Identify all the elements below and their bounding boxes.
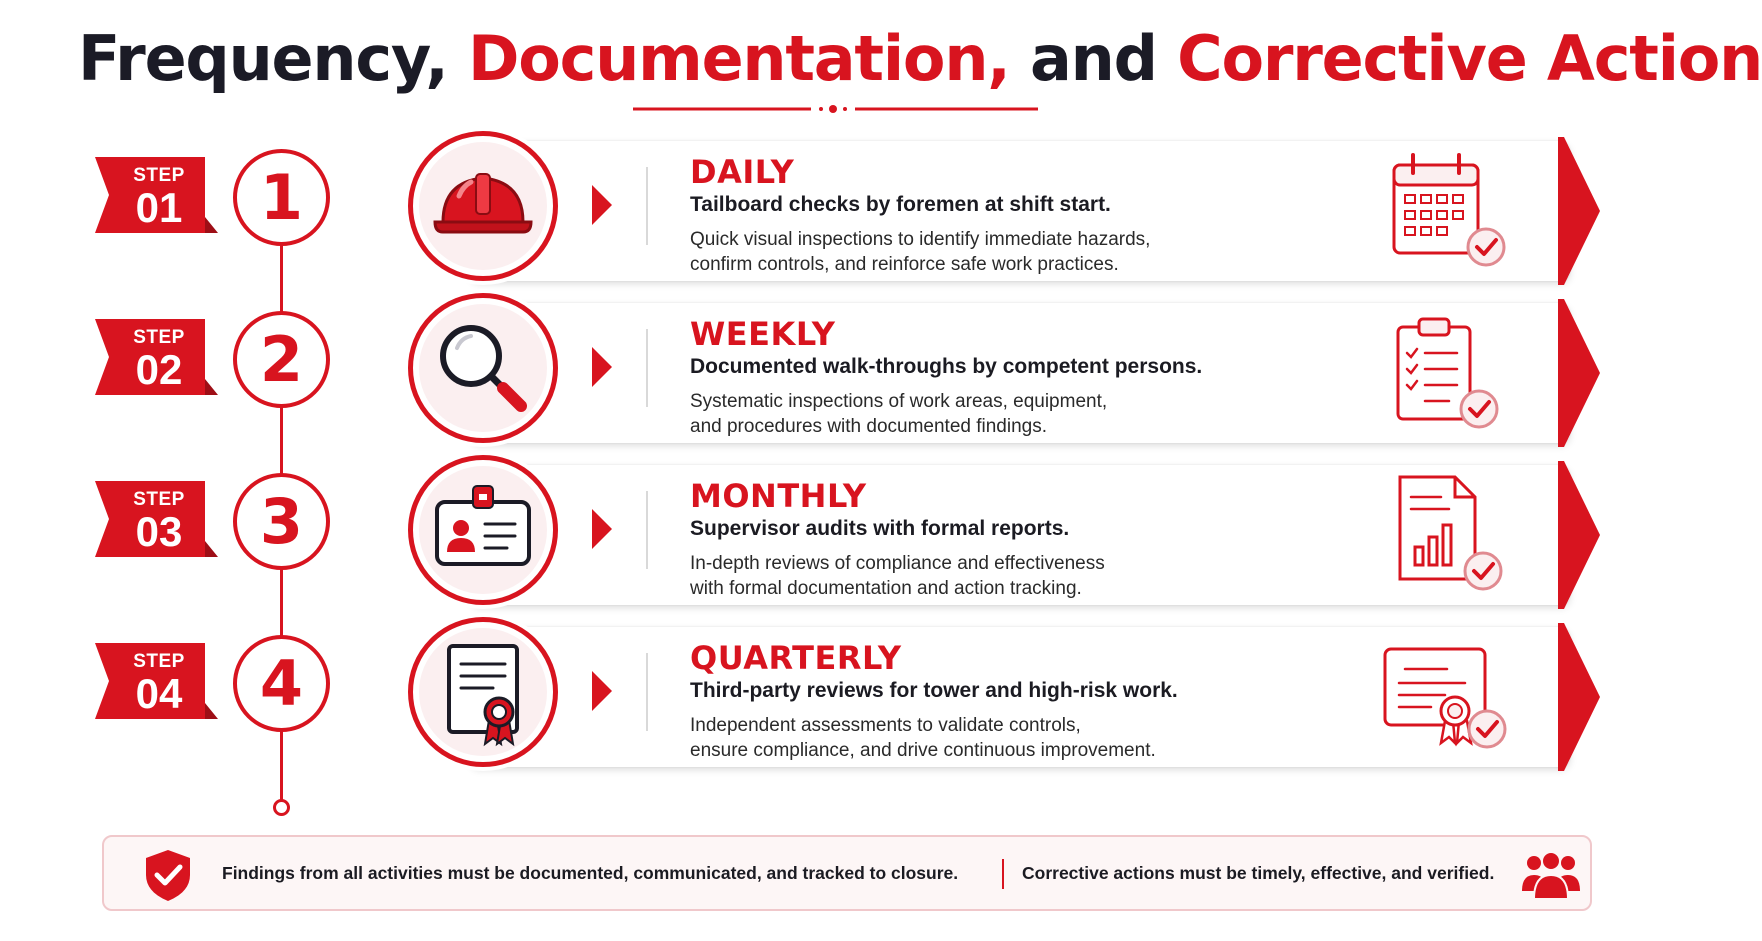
timeline-end-dot [273,799,290,816]
description-line: ensure compliance, and drive continuous improvement. [690,740,1156,761]
title-part-and: and [1009,22,1178,95]
play-arrow-icon [592,509,612,549]
step-label: STEP [133,327,185,348]
description-line: confirm controls, and reinforce safe work practices. [690,254,1119,275]
id-badge-icon [413,460,553,600]
clipboard-checklist-icon [1375,305,1515,435]
step-headline: Tailboard checks by foremen at shift start. [690,193,1111,216]
step-row-1 [0,131,1672,291]
step-description [690,389,1250,439]
title-underline-divider [633,103,1038,115]
step-ribbon [95,479,218,559]
step-description [690,551,1250,601]
step-code: 02 [135,346,183,393]
card-divider [646,491,648,569]
step-icon-circle [408,293,558,443]
play-arrow-icon [592,347,612,387]
calendar-check-icon [1375,143,1515,273]
step-code: 03 [135,508,183,555]
footer-note-bar [102,835,1592,911]
step-row-4 [0,617,1672,777]
hard-hat-icon [413,136,553,276]
step-label: STEP [133,489,185,510]
step-ribbon [95,641,218,721]
step-number-circle: 3 [233,473,330,570]
step-code: 01 [135,184,183,231]
page-title [0,22,1762,95]
description-line: Systematic inspections of work areas, equipment, [690,391,1108,412]
people-group-icon [1520,847,1582,901]
card-arrow-tab [1558,137,1600,285]
card-arrow-tab [1558,623,1600,771]
footer-divider [1002,859,1004,889]
play-arrow-icon [592,185,612,225]
description-line: Independent assessments to validate controls, [690,715,1081,736]
frequency-label: WEEKLY [690,315,836,353]
title-part-corrective-action: Corrective Action [1177,22,1762,95]
step-icon-circle [408,617,558,767]
footer-findings-text: Findings from all activities must be documented, communicated, and tracked to closure. [222,863,959,883]
step-headline: Documented walk-throughs by competent persons. [690,355,1203,378]
title-part-documentation: Documentation, [468,22,1010,95]
card-arrow-tab [1558,299,1600,447]
description-line: and procedures with documented findings. [690,416,1048,437]
step-label: STEP [133,165,185,186]
certificate-document-icon [413,622,553,762]
magnifying-glass-icon [413,298,553,438]
certificate-award-icon [1375,629,1515,759]
step-code: 04 [135,670,183,717]
title-part-frequency: Frequency, [78,22,469,95]
report-chart-icon [1375,467,1515,597]
description-line: Quick visual inspections to identify immediate hazards, [690,229,1151,250]
step-number-circle: 1 [233,149,330,246]
frequency-label: QUARTERLY [690,639,902,677]
step-headline: Third-party reviews for tower and high-risk work. [690,679,1178,702]
step-ribbon [95,317,218,397]
frequency-label: DAILY [690,153,795,191]
step-headline: Supervisor audits with formal reports. [690,517,1070,540]
step-icon-circle [408,455,558,605]
step-label: STEP [133,651,185,672]
card-divider [646,167,648,245]
frequency-label: MONTHLY [690,477,867,515]
step-description [690,713,1250,763]
shield-check-icon [140,847,196,903]
step-row-3 [0,455,1672,615]
step-ribbon [95,155,218,235]
card-arrow-tab [1558,461,1600,609]
step-row-2 [0,293,1672,453]
step-number-circle: 4 [233,635,330,732]
step-number-circle: 2 [233,311,330,408]
step-icon-circle [408,131,558,281]
description-line: with formal documentation and action tracking. [690,578,1082,599]
footer-corrective-text: Corrective actions must be timely, effective, and verified. [1022,863,1495,883]
play-arrow-icon [592,671,612,711]
step-description [690,227,1250,277]
card-divider [646,653,648,731]
description-line: In-depth reviews of compliance and effectiveness [690,553,1105,574]
card-divider [646,329,648,407]
